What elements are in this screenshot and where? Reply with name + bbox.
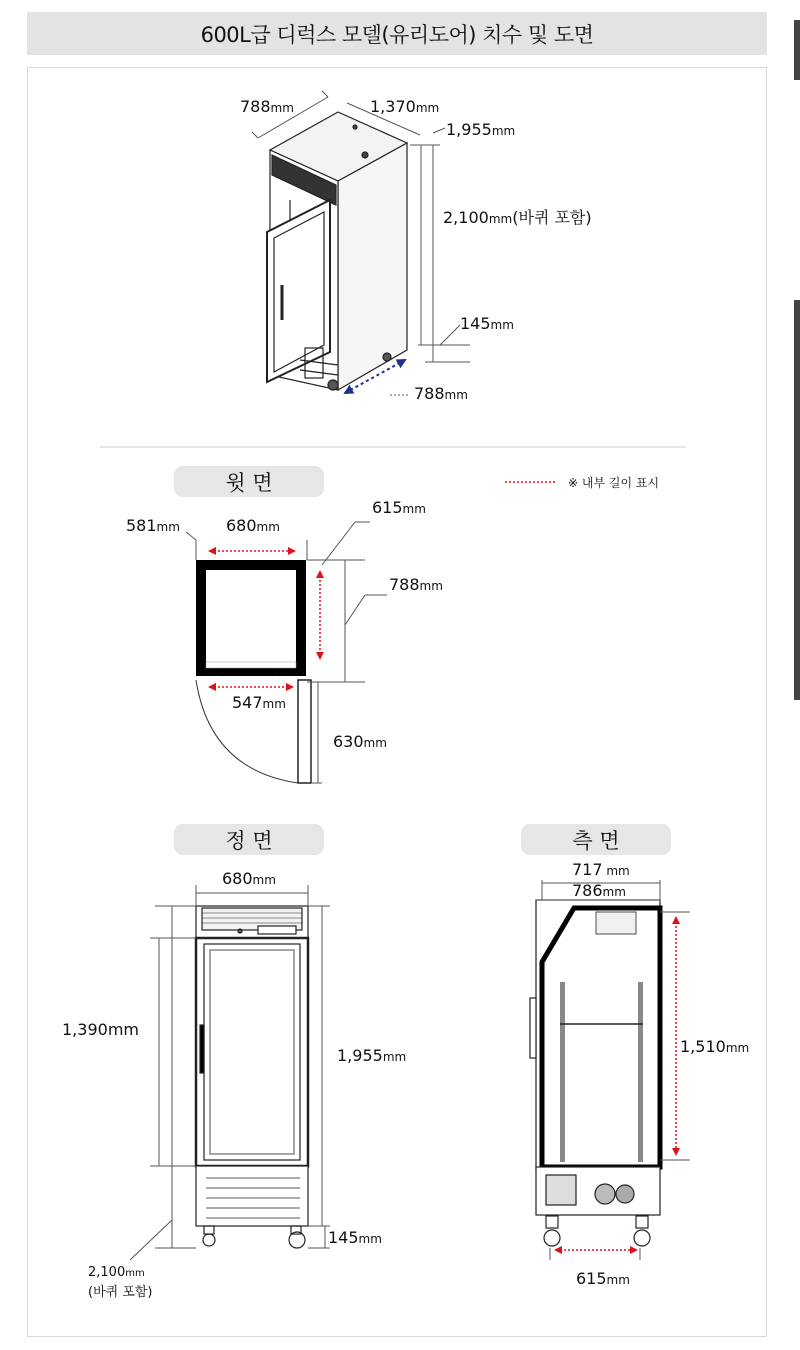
section-top-view-pill bbox=[174, 466, 324, 497]
top-inner-width-label: 680mm bbox=[226, 516, 280, 535]
top-inner-depth-label: 615mm bbox=[372, 498, 426, 517]
front-width-label: 680mm bbox=[222, 869, 276, 888]
front-total-note: (바퀴 포함) bbox=[88, 1285, 153, 1300]
side-view-fridge bbox=[530, 900, 660, 1246]
top-outer-depth-label: 788mm bbox=[389, 575, 443, 594]
iso-bottom-label: 788mm bbox=[414, 384, 468, 403]
iso-fridge bbox=[267, 112, 407, 390]
front-wheel-label: 145mm bbox=[328, 1228, 382, 1247]
top-left-label: 581mm bbox=[126, 516, 180, 535]
top-door-inner-label: 547mm bbox=[232, 693, 286, 712]
section-side-view-pill bbox=[521, 824, 671, 855]
legend-note: ※ 내부 길이 표시 bbox=[568, 476, 660, 490]
iso-wheel-label: 145mm bbox=[460, 314, 514, 333]
front-total-label: 2,100mm bbox=[88, 1265, 145, 1280]
iso-total-height-label: 2,100mm(바퀴 포함) bbox=[443, 208, 592, 227]
page-title-text: 600L급 디럭스 모델(유리도어) 치수 및 도면 bbox=[200, 22, 594, 47]
section-top-view-title: 윗 면 bbox=[225, 470, 273, 495]
side-bottom-inner-label: 615mm bbox=[576, 1269, 630, 1288]
iso-width-label: 788mm bbox=[240, 97, 294, 116]
top-door-swing-label: 630mm bbox=[333, 732, 387, 751]
front-view-fridge bbox=[196, 906, 308, 1248]
side-depth-outer-label: 786mm bbox=[572, 881, 626, 900]
section-front-view-pill bbox=[174, 824, 324, 855]
front-door-height-label: 1,390mm bbox=[62, 1020, 139, 1039]
iso-depth-label: 1,370mm bbox=[370, 97, 440, 116]
section-front-view-title: 정 면 bbox=[225, 828, 273, 853]
section-side-view-title: 측 면 bbox=[572, 828, 620, 853]
front-height-label: 1,955mm bbox=[337, 1046, 407, 1065]
side-inner-height-label: 1,510mm bbox=[680, 1037, 750, 1056]
side-depth-inner-label: 717 mm bbox=[572, 860, 630, 879]
iso-height-label: 1,955mm bbox=[446, 120, 516, 139]
top-view-cabinet bbox=[196, 560, 311, 783]
